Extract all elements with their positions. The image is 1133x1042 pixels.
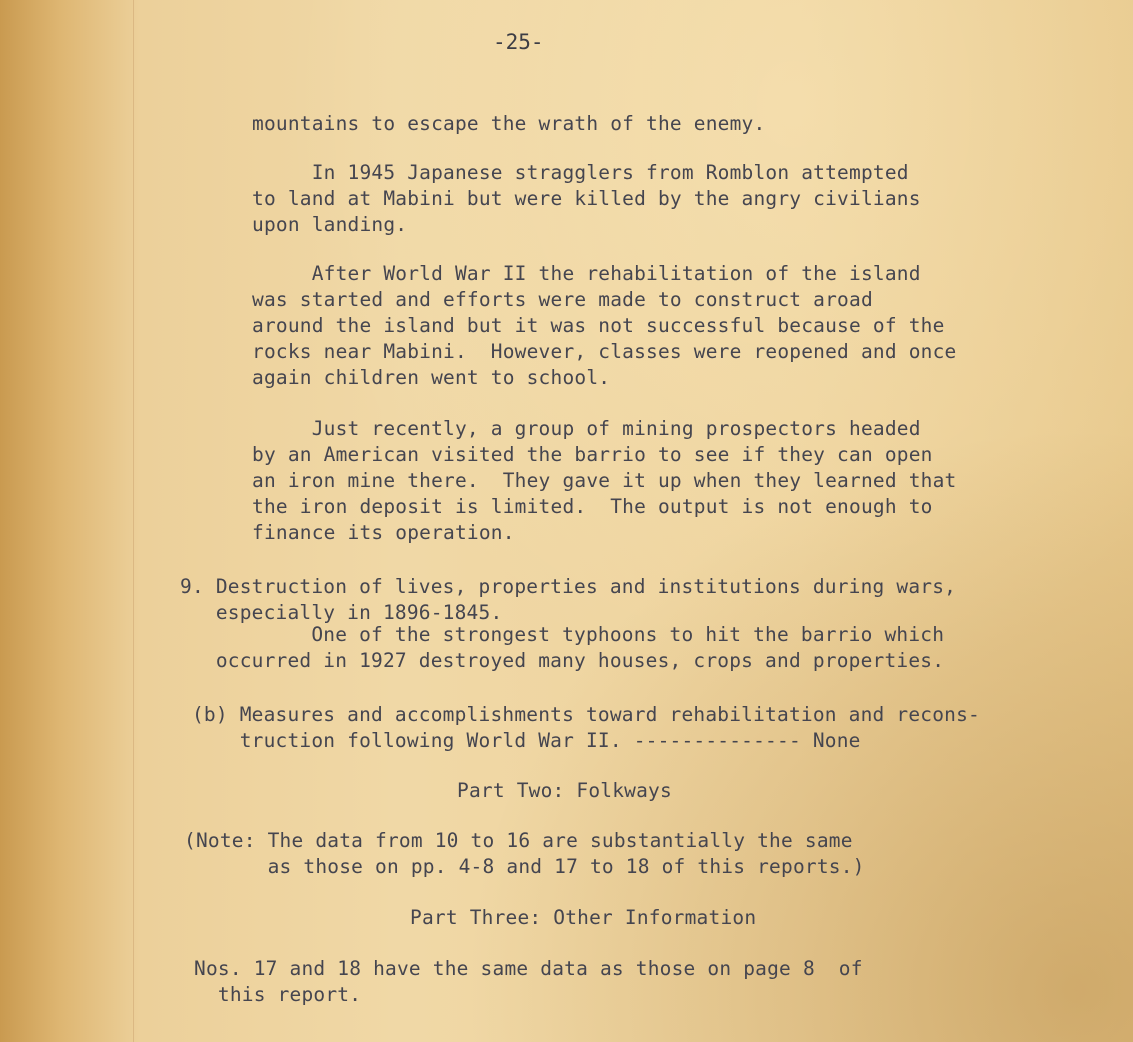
text-line: One of the strongest typhoons to hit the barrio which xyxy=(180,623,945,646)
text-line: occurred in 1927 destroyed many houses, crops and properties. xyxy=(180,649,945,672)
note-line: as those on pp. 4-8 and 17 to 18 of this reports.) xyxy=(184,855,865,878)
text-line: In 1945 Japanese stragglers from Romblon attempted xyxy=(252,161,909,184)
text-line: an iron mine there. They gave it up when they learned that xyxy=(252,469,957,492)
text-line: Nos. 17 and 18 have the same data as those on page 8 of xyxy=(194,957,863,980)
text-line: the iron deposit is limited. The output is not enough to xyxy=(252,495,933,518)
note-line: (Note: The data from 10 to 16 are substantially the same xyxy=(184,829,853,852)
text-line: truction following World War II. -------------- None xyxy=(180,729,861,752)
text-line: After World War II the rehabilitation of the island xyxy=(252,262,921,285)
text-line: finance its operation. xyxy=(252,521,515,544)
page-number: -25- xyxy=(493,30,544,54)
text-line: around the island but it was not successful because of the xyxy=(252,314,945,337)
text-line: Just recently, a group of mining prospectors headed xyxy=(252,417,921,440)
text-line: again children went to school. xyxy=(252,366,611,389)
text-line: especially in 1896-1845. xyxy=(180,601,503,624)
text-line: to land at Mabini but were killed by the angry civilians xyxy=(252,187,921,210)
section-b-heading: (b) Measures and accomplishments toward rehabilitation and recons- xyxy=(180,703,980,726)
text-line: rocks near Mabini. However, classes were reopened and once xyxy=(252,340,957,363)
text-line: mountains to escape the wrath of the enemy. xyxy=(252,112,766,135)
margin-line xyxy=(133,0,134,1042)
section-9-heading: 9. Destruction of lives, properties and institutions during wars, xyxy=(180,575,957,598)
text-line: upon landing. xyxy=(252,213,408,236)
part-three-heading: Part Three: Other Information xyxy=(410,906,757,929)
text-line: was started and efforts were made to construct aroad xyxy=(252,288,873,311)
text-line: by an American visited the barrio to see if they can open xyxy=(252,443,933,466)
part-two-heading: Part Two: Folkways xyxy=(457,779,672,802)
text-line: this report. xyxy=(194,983,362,1006)
